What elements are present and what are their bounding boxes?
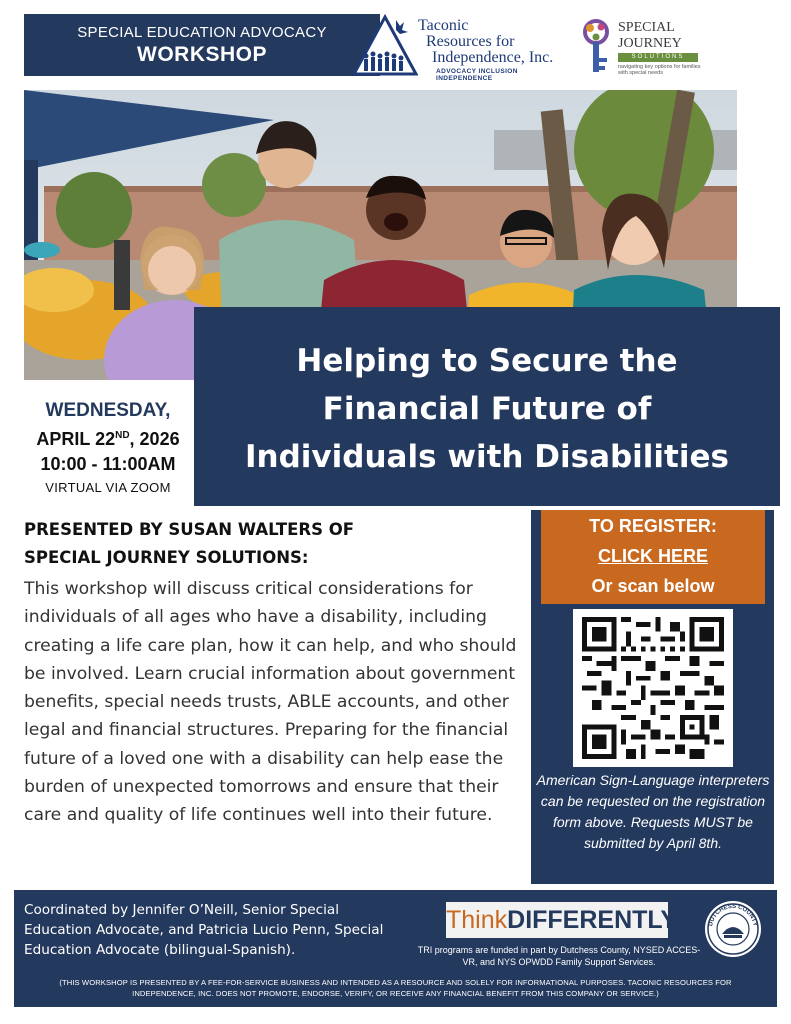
asl-interpreter-note: American Sign-Language interpreters can be requested on the registration form above. Requests MUST be submitted by April 8th. <box>536 772 770 851</box>
qr-code-icon <box>581 617 725 759</box>
registration-qr-code[interactable] <box>573 609 733 767</box>
dutchess-county-seal <box>704 900 762 958</box>
event-time: 10:00 - 11:00AM <box>40 454 176 474</box>
banner-title: WORKSHOP <box>137 43 267 66</box>
presenter-heading <box>24 516 504 572</box>
event-date-year: , 2026 <box>129 429 180 449</box>
county-seal-icon <box>704 900 762 958</box>
workshop-description: This workshop will discuss critical considerations for individuals of all ages who have a disability, including creating a life care plan, how it can help, and who should be involved. Learn crucial information about government benefits, special needs trusts, ABLE accounts, and other legal and financial structures. Preparing for the financial future of a loved one with a disability can help ease the burden of unexpected tomorrows and ensure that their care and quality of life continues well into their future. <box>24 579 517 826</box>
sjs-word-special: SPECIAL <box>618 20 675 35</box>
sjs-word-solutions: SOLUTIONS <box>618 53 698 62</box>
title-line-2: Financial Future of <box>322 391 652 427</box>
event-date-suffix-sup: ND <box>115 430 130 441</box>
scan-label: Or scan below <box>591 576 715 596</box>
funding-text: TRI programs are funded in part by Dutchess County, NYSED ACCES-VR, and NYS OPWDD Family Support Services. <box>417 945 701 967</box>
presenter-line-2: SPECIAL JOURNEY SOLUTIONS: <box>24 548 309 567</box>
sjs-word-journey: JOURNEY <box>618 36 682 51</box>
sjs-logo <box>576 14 736 80</box>
seal-text: DUTCHESS COUNTY <box>708 903 758 927</box>
footer <box>14 890 777 1007</box>
presenter-line-1: PRESENTED BY SUSAN WALTERS OF <box>24 520 355 539</box>
disclaimer-text: (THIS WORKSHOP IS PRESENTED BY A FEE-FOR-SERVICE BUSINESS AND INTENDED AS A RESOURCE AND SOLELY FOR INFORMATIONAL PURPOSES. TACONIC RESOURCES FOR INDEPENDENCE, INC. DOES NOT PROMOTE, ENDORSE, VERIFY, OR RECEIVE ANY FINANCIAL BENEFIT FROM THIS COMPANY OR SERVICE.) <box>59 978 732 998</box>
event-date-block <box>24 398 192 499</box>
event-date <box>24 423 192 452</box>
title-line-1: Helping to Secure the <box>296 343 678 379</box>
tri-logo-name <box>418 18 553 66</box>
coordinators-text: Coordinated by Jennifer O’Neill, Senior Special Education Advocate, and Patricia Lucio Penn, Special Education Advocate (bilingual-Spanish). <box>24 902 384 958</box>
register-click-here-link[interactable]: CLICK HERE <box>597 546 708 566</box>
register-header <box>541 510 765 604</box>
event-location: VIRTUAL VIA ZOOM <box>45 480 171 495</box>
sjs-tagline: navigating key options for families with special needs <box>618 64 701 76</box>
key-logo-icon <box>576 18 616 78</box>
differently-word: DIFFERENTLY. <box>507 906 682 934</box>
register-heading: TO REGISTER: <box>589 516 717 536</box>
think-differently-logo <box>446 902 682 938</box>
workshop-banner <box>24 14 380 76</box>
tri-name-line1: Taconic <box>418 17 469 34</box>
title-line-3: Individuals with Disabilities <box>245 439 729 475</box>
tri-triangle-logo-icon <box>352 14 418 80</box>
banner-subtitle: SPECIAL EDUCATION ADVOCACY <box>77 24 327 41</box>
tri-name-line2: Resources for <box>426 33 515 50</box>
tri-tagline: ADVOCACY INCLUSION INDEPENDENCE <box>436 68 518 82</box>
tri-logo <box>352 14 562 80</box>
event-weekday: WEDNESDAY, <box>45 400 171 421</box>
think-word: Think <box>446 906 508 934</box>
event-date-prefix: APRIL 22 <box>36 429 116 449</box>
workshop-title-box <box>194 307 780 506</box>
tri-name-line3: Independence, Inc. <box>432 49 554 66</box>
